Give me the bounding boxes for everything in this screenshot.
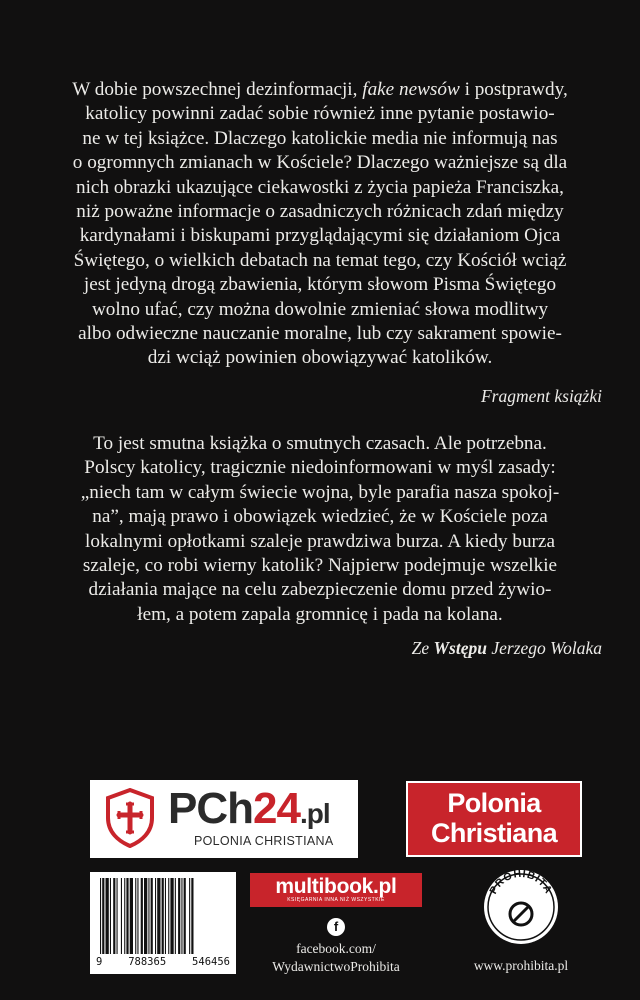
barcode-bar <box>162 878 164 954</box>
barcode-bar <box>148 878 149 954</box>
barcode-bar <box>137 878 138 954</box>
blurb-line: W dobie powszechnej dezinformacji, fake newsów i postprawdy, <box>72 79 568 100</box>
barcode-bar <box>141 878 143 954</box>
barcode-bars <box>98 878 228 956</box>
pch24-subtitle: POLONIA CHRISTIANA <box>194 834 334 848</box>
barcode-bar <box>170 878 173 954</box>
barcode-bar <box>126 878 128 954</box>
barcode-bar <box>135 878 136 954</box>
blurb-line: ne w tej książce. Dlaczego katolickie media nie informują nas <box>82 127 558 149</box>
blurb-paragraph <box>38 78 602 371</box>
blurb-line: albo odwieczne nauczanie moralne, lub czy sakrament spowie- <box>78 323 562 345</box>
barcode-bar <box>181 878 182 954</box>
blurb-line: nich obrazki ukazujące ciekawostki z życia papieża Franciszka, <box>76 176 564 198</box>
barcode-bar <box>100 878 101 954</box>
blurb-line: wolno ufać, czy można dowolnie zmieniać słowa modlitwy <box>91 298 549 320</box>
barcode-bar <box>144 878 147 954</box>
barcode-bar <box>168 878 169 954</box>
facebook-icon: f <box>327 918 345 936</box>
barcode-bar <box>175 878 176 954</box>
intro-paragraph <box>38 432 602 627</box>
blurb-line: o ogromnych zmianach w Kościele? Dlaczego ważniejsze są dla <box>72 152 568 174</box>
pch24-wordmark: PCh24.pl <box>168 784 330 833</box>
barcode-bar <box>102 878 104 954</box>
blurb-line: kardynałami i biskupami przyglądającymi się działaniom Ojca <box>79 225 561 247</box>
barcode-digits: 9 788365 546456 <box>96 956 230 968</box>
barcode-bar <box>106 878 109 954</box>
barcode-bar <box>184 878 186 954</box>
barcode-bar <box>178 878 180 954</box>
intro-line: na”, mają prawo i obowiązek wiedzieć, że w Kościele poza <box>92 506 548 528</box>
barcode-bar <box>130 878 133 954</box>
barcode-bar <box>110 878 111 954</box>
prohibita-logo <box>482 868 560 946</box>
barcode-bar <box>189 878 190 954</box>
intro-line: szaleje, co robi wierny katolik? Najpierw podejmuje wszelkie <box>82 555 558 577</box>
blurb-line: niż poważne informacje o zasadniczych różnicach zdań między <box>76 201 564 223</box>
intro-line: Polscy katolicy, tragicznie niedoinformowani w myśl zasady: <box>84 457 556 479</box>
pch24-logo <box>90 780 358 858</box>
multibook-logo: multibook.pl KSIĘGARNIA INNA NIŻ WSZYSTKIE <box>250 873 422 907</box>
barcode-bar <box>124 878 125 954</box>
barcode-bar <box>191 878 193 954</box>
isbn-barcode <box>90 872 236 974</box>
facebook-link[interactable]: facebook.com/ WydawnictwoProhibita <box>272 941 400 974</box>
intro-line: działania mające na celu zabezpieczenie domu przed żywio- <box>88 579 552 601</box>
blurb-line: jest jedyną drogą zbawienia, którym słowom Pisma Świętego <box>83 274 557 296</box>
intro-line: łem, a potem zapala gromnicę i pada na kolana. <box>137 603 503 625</box>
svg-text:PROHIBITA: PROHIBITA <box>487 868 555 897</box>
intro-attribution: Ze Wstępu Jerzego Wolaka <box>411 638 602 658</box>
barcode-bar <box>113 878 115 954</box>
barcode-bar <box>121 878 122 954</box>
barcode-bar <box>151 878 153 954</box>
barcode-bar <box>117 878 118 954</box>
intro-line: „niech tam w całym świecie wojna, byle parafia nasza spokoj- <box>80 481 560 503</box>
barcode-bar <box>165 878 166 954</box>
polonia-christiana-logo: Polonia Christiana <box>406 781 582 857</box>
blurb-attribution: Fragment książki <box>480 386 602 406</box>
blurb-line: dzi wciąż powinien obowiązywać katolików. <box>147 347 493 369</box>
barcode-bar <box>157 878 160 954</box>
website-link[interactable]: www.prohibita.pl <box>473 958 569 973</box>
intro-line: To jest smutna książka o smutnych czasach. Ale potrzebna. <box>93 433 547 454</box>
shield-cross-icon <box>104 788 156 848</box>
blurb-line: katolicy powinni zadać sobie również inne pytanie postawio- <box>85 103 555 125</box>
barcode-bar <box>155 878 156 954</box>
intro-line: lokalnymi opłotkami szaleje prawdziwa burza. A kiedy burza <box>85 530 555 552</box>
blurb-line: Świętego, o wielkich debatach na temat tego, czy Kościół wciąż <box>73 249 567 271</box>
